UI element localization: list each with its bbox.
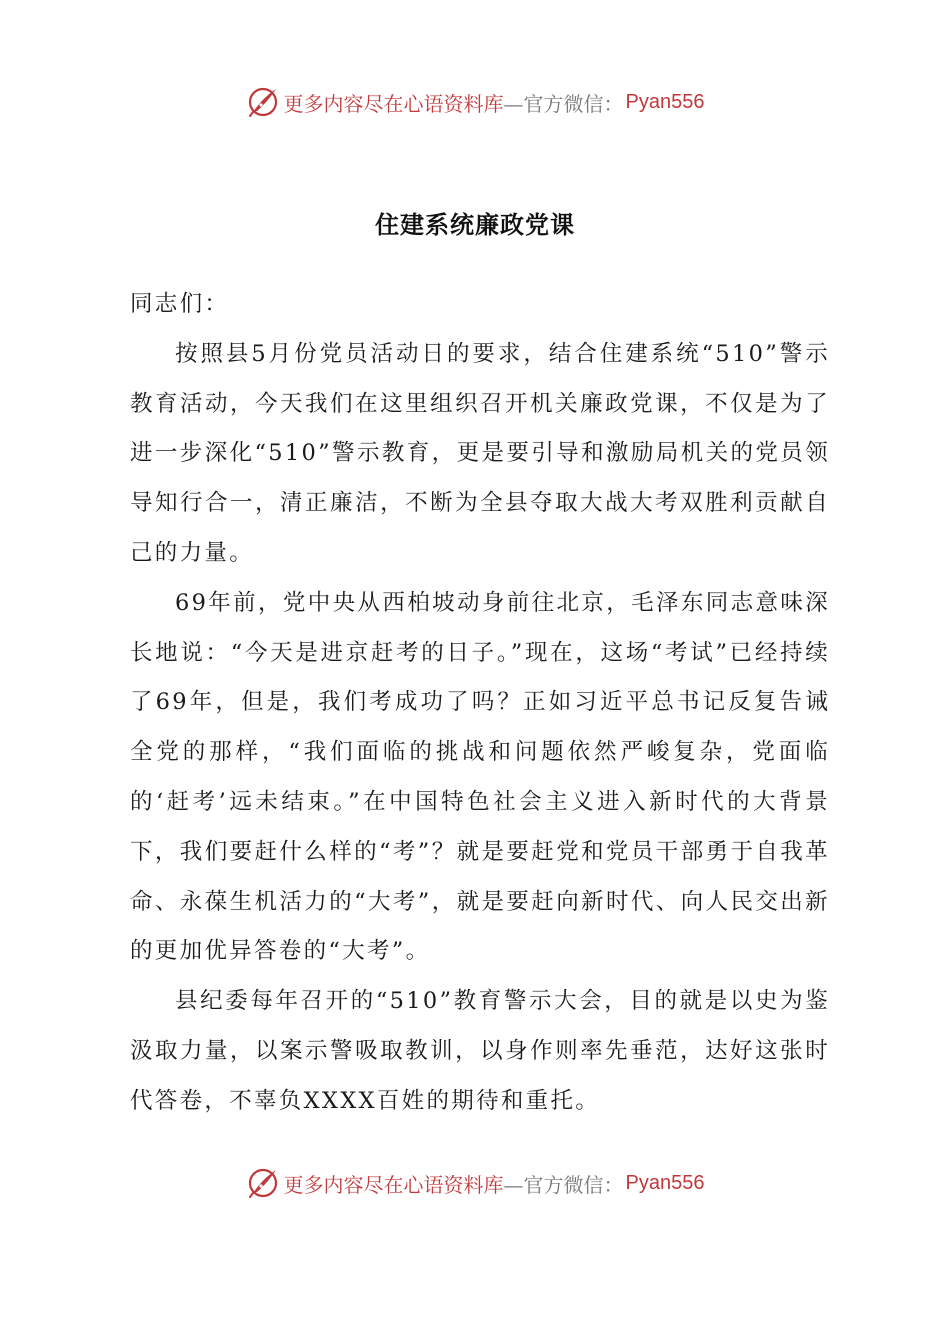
paragraph-3: 县纪委每年召开的“510”教育警示大会，目的就是以史为鉴汲取力量，以案示警吸取教训，以身作则率先垂范，达好这张时代答卷，不辜负XXXX百姓的期待和重托。 <box>130 988 830 1114</box>
quill-pen-logo-icon <box>246 85 280 119</box>
header-banner <box>0 82 950 122</box>
paragraph-2: 69年前，党中央从西柏坡动身前往北京，毛泽东同志意味深长地说：“今天是进京赶考的日子。”现在，这场“考试”已经持续了69年，但是，我们考成功了吗？正如习近平总书记反复告诫全党的那样，“我们面临的挑战和问题依然严峻复杂，党面临的‘赶考’远未结束。”在中国特色社会主义进入新时代的大背景下，我们要赶什么样的“考”？就是要赶党和党员干部勇于自我革命、永葆生机活力的“大考”，就是要赶向新时代、向人民交出新的更加优异答卷的“大考”。 <box>130 589 830 965</box>
footer-banner <box>0 1163 950 1203</box>
banner-sub-text: —官方微信： <box>503 91 624 116</box>
banner-wechat-id: Pyan556 <box>625 90 705 113</box>
document-title: 住建系统廉政党课 <box>375 210 575 239</box>
paragraph-1: 按照县5月份党员活动日的要求，结合住建系统“510”警示教育活动，今天我们在这里组织召开机关廉政党课，不仅是为了进一步深化“510”警示教育，更是要引导和激励局机关的党员领导知行合一，清正廉洁，不断为全县夺取大战大考双胜利贡献自己的力量。 <box>130 340 830 566</box>
quill-pen-logo-icon <box>246 1166 280 1200</box>
banner-wechat-id: Pyan556 <box>625 1171 705 1194</box>
banner-main-text: 更多内容尽在心语资料库 <box>283 91 504 116</box>
document-body <box>130 280 830 1127</box>
banner-sub-text: —官方微信： <box>503 1172 624 1197</box>
banner-main-text: 更多内容尽在心语资料库 <box>283 1172 504 1197</box>
salutation: 同志们： <box>130 291 230 317</box>
